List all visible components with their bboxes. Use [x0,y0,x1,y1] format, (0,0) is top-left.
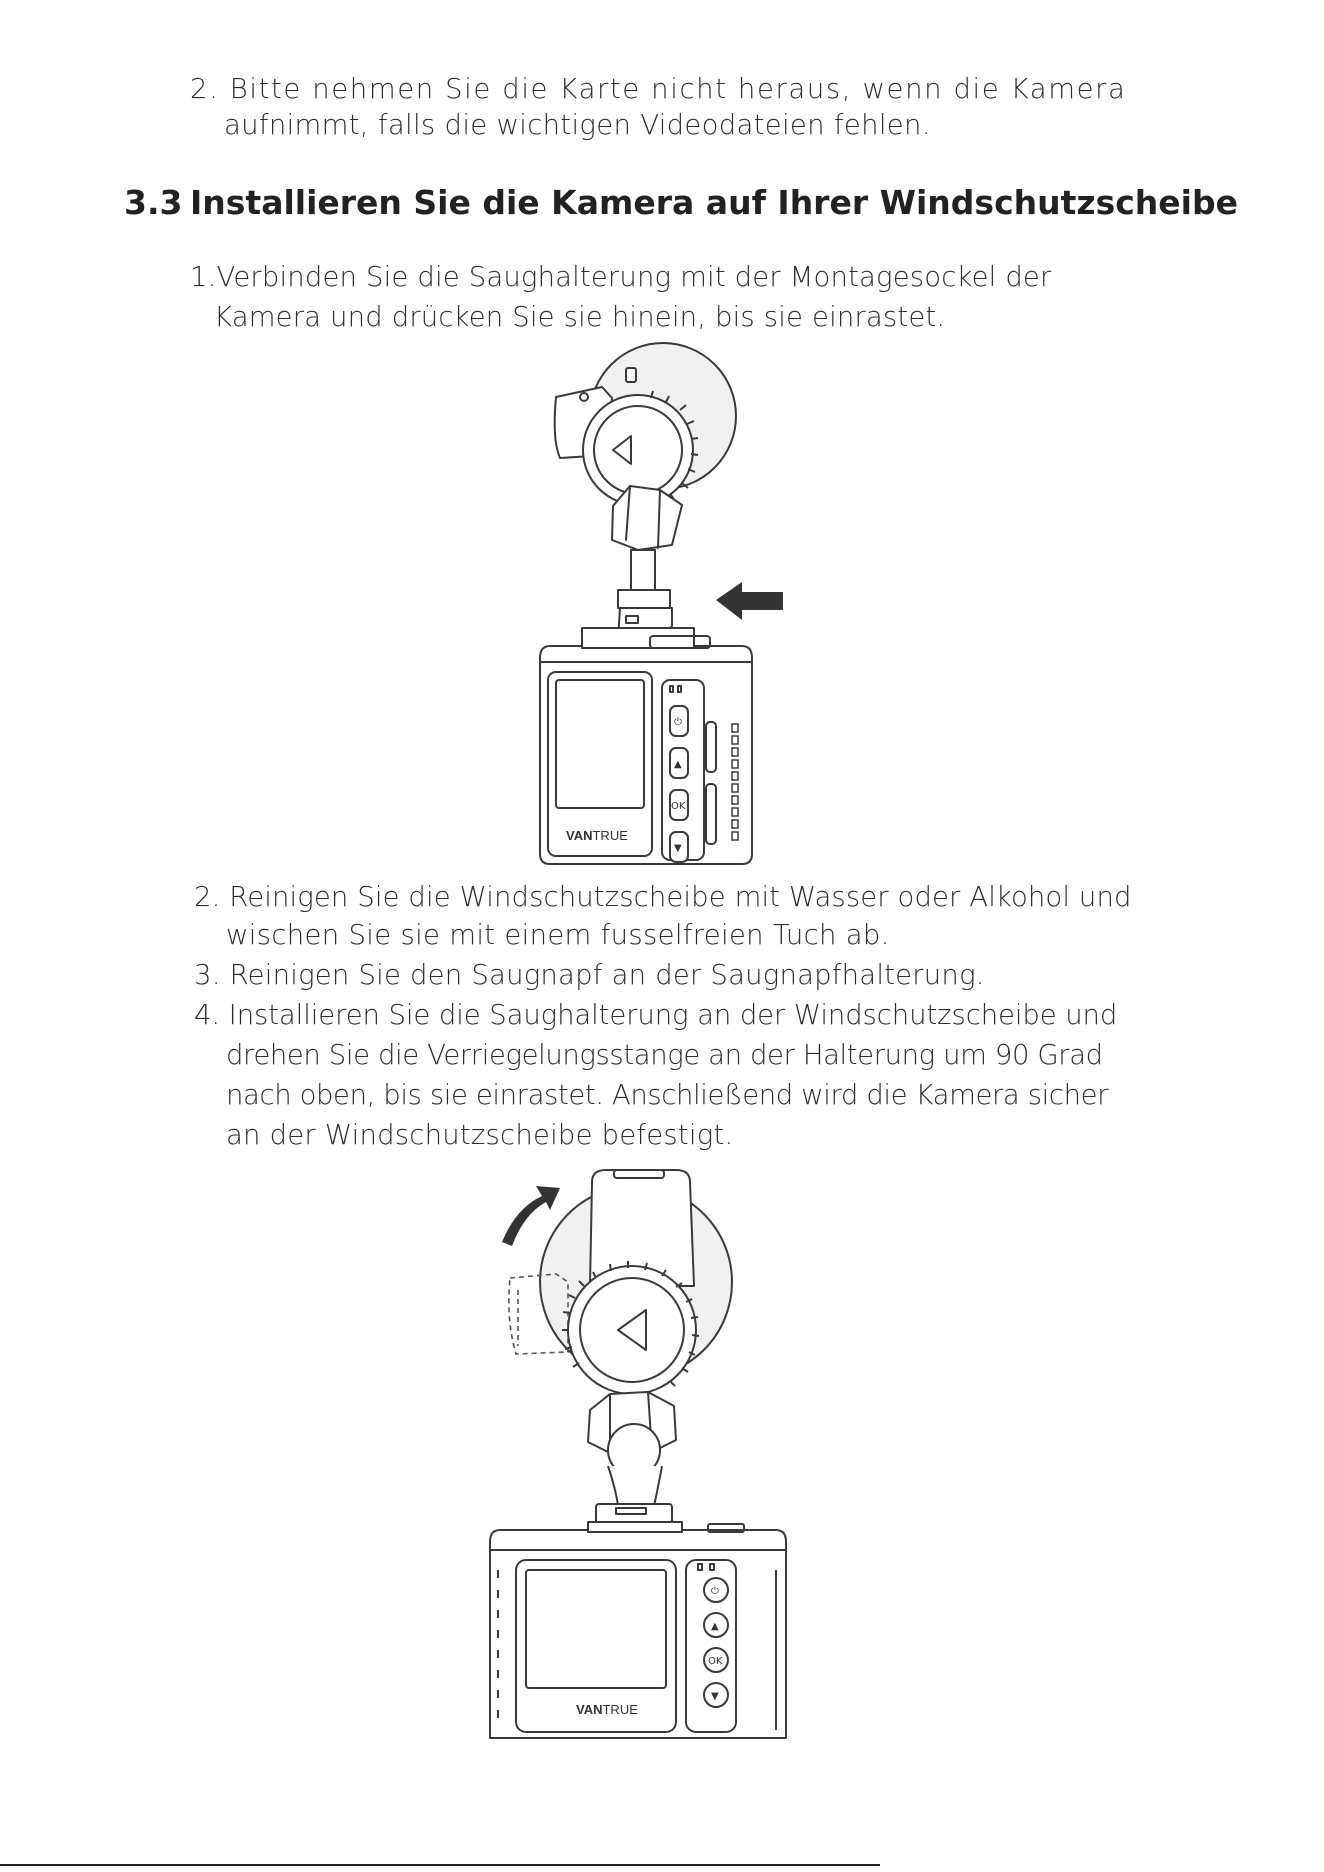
ok-icon: OK [671,801,686,812]
step-4-line-2: drehen Sie die Verriegelungsstange an der Halterung um 90 Grad [226,1039,1103,1071]
camera-logo: VANTRUE [576,1702,638,1717]
step-1-line-2: Kamera und drücken Sie sie hinein, bis sie einrastet. [214,301,946,333]
power-icon: ⏻ [674,717,682,728]
mount-knob [568,1266,696,1394]
step-3-line-1: 3. Reinigen Sie den Saugnapf an der Saugnapfhalterung. [194,959,985,991]
prev-item-2-line-1: 2. Bitte nehmen Sie die Karte nicht heraus, wenn die Kamera [190,73,1127,105]
up-icon: ▲ [711,1621,719,1632]
section-title: Installieren Sie die Kamera auf Ihrer Windschutzscheibe [190,183,1238,222]
step-4-line-4: an der Windschutzscheibe befestigt. [226,1119,734,1151]
section-heading [124,183,1238,222]
figure-mount-lock [476,1170,836,1740]
figure-mount-attach [530,340,800,870]
step-1-line-1: 1.Verbinden Sie die Saughalterung mit der Montagesockel der [190,261,1052,293]
down-icon: ▼ [674,843,682,854]
step-4-line-1: 4. Installieren Sie die Saughalterung an der Windschutzscheibe und [194,999,1118,1031]
section-number: 3.3 [124,183,183,222]
arrow-left-icon [716,582,783,620]
power-icon: ⏻ [711,1586,719,1597]
ok-icon: OK [708,1656,723,1667]
step-2-line-1: 2. Reinigen Sie die Windschutzscheibe mit Wasser oder Alkohol und [194,881,1132,913]
prev-item-2-line-2: aufnimmt, falls die wichtigen Videodateien fehlen. [224,109,931,141]
step-4-line-3: nach oben, bis sie einrastet. Anschließend wird die Kamera sicher [226,1079,1109,1111]
down-icon: ▼ [711,1691,719,1702]
camera-logo: VANTRUE [566,828,628,843]
footer-rule [0,1864,880,1866]
up-icon: ▲ [674,759,682,770]
mount-base [618,590,670,608]
step-2-line-2: wischen Sie sie mit einem fusselfreien Tuch ab. [226,919,890,951]
